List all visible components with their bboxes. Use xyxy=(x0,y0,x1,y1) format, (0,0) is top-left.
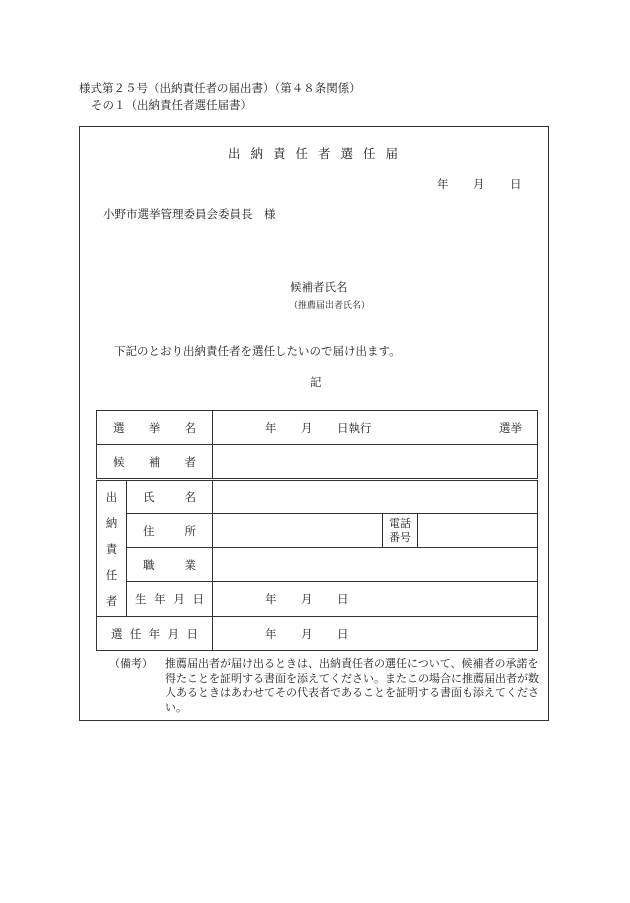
record-table xyxy=(96,410,538,651)
appointment-month: 月 xyxy=(301,627,313,641)
treasurer-char-3: 責 xyxy=(105,541,118,556)
birthdate-day: 日 xyxy=(337,592,349,606)
row-treasurer-occupation xyxy=(97,548,538,582)
date-month-label: 月 xyxy=(473,177,485,191)
row-treasurer-birthdate xyxy=(97,582,538,617)
election-month: 月 xyxy=(301,421,313,435)
phone-label-line-2: 番号 xyxy=(389,530,411,544)
remarks xyxy=(109,657,539,715)
addressee: 小野市選挙管理委員会委員長 様 xyxy=(103,207,276,221)
address-label: 住所 xyxy=(127,514,213,548)
election-suffix: 選挙 xyxy=(499,421,522,435)
birthdate-month: 月 xyxy=(301,592,313,606)
treasurer-char-4: 任 xyxy=(105,567,118,582)
birthdate-cell[interactable] xyxy=(213,582,538,617)
candidate-cell[interactable] xyxy=(213,445,538,480)
address-cell[interactable] xyxy=(213,514,383,548)
phone-label-line-1: 電話 xyxy=(389,516,411,530)
candidate-label: 候補者 xyxy=(97,445,213,480)
election-label: 選挙名 xyxy=(97,411,213,445)
ki-label: 記 xyxy=(310,375,322,389)
appointment-date-cell[interactable] xyxy=(213,617,538,651)
treasurer-vertical-label xyxy=(97,480,127,617)
remarks-text: 推薦届出者が届け出るときは、出納責任者の選任について、候補者の承諾を得たことを証明する書面を添えてください。またこの場合に推薦届出者が数人あるときはあわせてその代表者であることを証明する書面も添えてください。 xyxy=(165,657,539,714)
name-label: 氏名 xyxy=(127,480,213,514)
treasurer-char-1: 出 xyxy=(105,489,118,504)
phone-label xyxy=(383,514,418,548)
treasurer-char-5: 者 xyxy=(105,593,118,608)
appointment-year: 年 xyxy=(265,627,277,641)
candidate-name-label: 候補者氏名 xyxy=(290,280,348,294)
name-cell[interactable] xyxy=(213,480,538,514)
phone-cell[interactable] xyxy=(418,514,538,548)
form-number-heading: 様式第２５号（出納責任者の届出書）（第４８条関係） xyxy=(79,81,361,95)
birthdate-label: 生年月日 xyxy=(127,582,213,617)
recommender-name-label: （推薦届出者氏名） xyxy=(289,301,371,311)
election-day: 日執行 xyxy=(337,421,372,435)
statement-text: 下記のとおり出納責任者を選任したいので届け出ます。 xyxy=(114,344,401,358)
birthdate-year: 年 xyxy=(265,592,277,606)
form-frame xyxy=(79,126,549,721)
form-title: 出納責任者選任届 xyxy=(228,146,409,161)
occupation-cell[interactable] xyxy=(213,548,538,582)
occupation-label: 職業 xyxy=(127,548,213,582)
appointment-day: 日 xyxy=(337,627,349,641)
appointment-date-label: 選任年月日 xyxy=(97,617,213,651)
election-cell[interactable] xyxy=(213,411,538,445)
row-treasurer-address xyxy=(97,514,538,548)
form-subheading: その１（出納責任者選任届書） xyxy=(91,98,252,112)
treasurer-char-2: 納 xyxy=(105,515,118,530)
row-appointment-date xyxy=(97,617,538,651)
row-treasurer-name xyxy=(97,480,538,514)
remarks-label: （備考） xyxy=(109,657,153,670)
row-election xyxy=(97,411,538,445)
date-year-label: 年 xyxy=(437,177,449,191)
date-day-label: 日 xyxy=(510,177,522,191)
row-candidate xyxy=(97,445,538,480)
election-year: 年 xyxy=(265,421,277,435)
